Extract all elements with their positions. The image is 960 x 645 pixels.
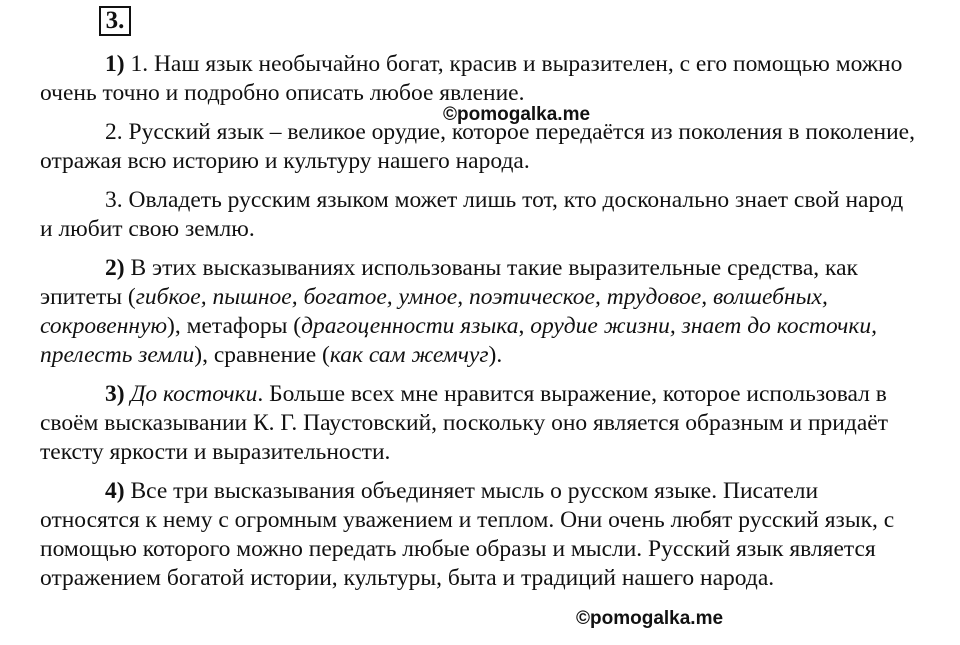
means-text-4: ), сравнение ( <box>194 342 330 368</box>
marker-2: 2) <box>105 255 125 281</box>
paragraph-1 <box>40 50 920 108</box>
paragraph-4 <box>40 254 920 370</box>
epithets-list: гибкое, пышное, богатое, умное, поэтическое, трудовое, волшебных, сокровенную <box>40 284 828 339</box>
task-number: 3. <box>105 7 125 34</box>
paragraph-3 <box>40 186 920 244</box>
means-text-2: ), метафоры ( <box>167 313 302 339</box>
answer-text <box>40 50 920 603</box>
means-intro: В этих высказываниях использованы такие выразительные средства, как эпитеты ( <box>40 255 858 310</box>
marker-3: 3) <box>105 381 125 407</box>
marker-1: 1) <box>105 51 125 77</box>
conclusion: Все три высказывания объединяет мысль о русском языке. Писатели относятся к нему с огромным уважением и теплом. Они очень любят русский язык, с помощью которого можно передать любые образы и мысли. Русский язык является отражением богатой истории, культуры, быта и традиций нашего народа. <box>40 478 895 591</box>
metaphor-1: драгоценности языка <box>301 313 519 339</box>
paragraph-2 <box>40 118 920 176</box>
paragraph-5 <box>40 380 920 467</box>
statement-2: 2. Русский язык – великое орудие, которое передаётся из поколения в поколение, отражая всю историю и культуру нашего народа. <box>40 119 915 174</box>
statement-3: 3. Овладеть русским языком может лишь тот, кто досконально знает свой народ и любит свою землю. <box>40 187 904 242</box>
watermark-bottom: ©pomogalka.me <box>576 608 724 629</box>
means-text-5: ). <box>488 342 503 368</box>
paragraph-6 <box>40 477 920 593</box>
favorite-explanation: . Больше всех мне нравится выражение, которое использовал в своём высказывании К. Г. Паустовский, поскольку оно является образным и придаёт тексту яркости и выразительности. <box>40 381 888 465</box>
comparison: как сам жемчуг <box>329 342 489 368</box>
metaphor-2: орудие жизни, знает до косточки, прелесть земли <box>40 313 877 368</box>
marker-4: 4) <box>105 478 125 504</box>
statement-1: 1. Наш язык необычайно богат, красив и выразителен, с его помощью можно очень точно и подробно описать любое явление. <box>40 51 903 106</box>
means-text-3: , <box>518 313 531 339</box>
task-number-box <box>99 6 131 36</box>
watermark-top: ©pomogalka.me <box>443 104 591 125</box>
favorite-phrase: До косточки <box>124 381 258 407</box>
